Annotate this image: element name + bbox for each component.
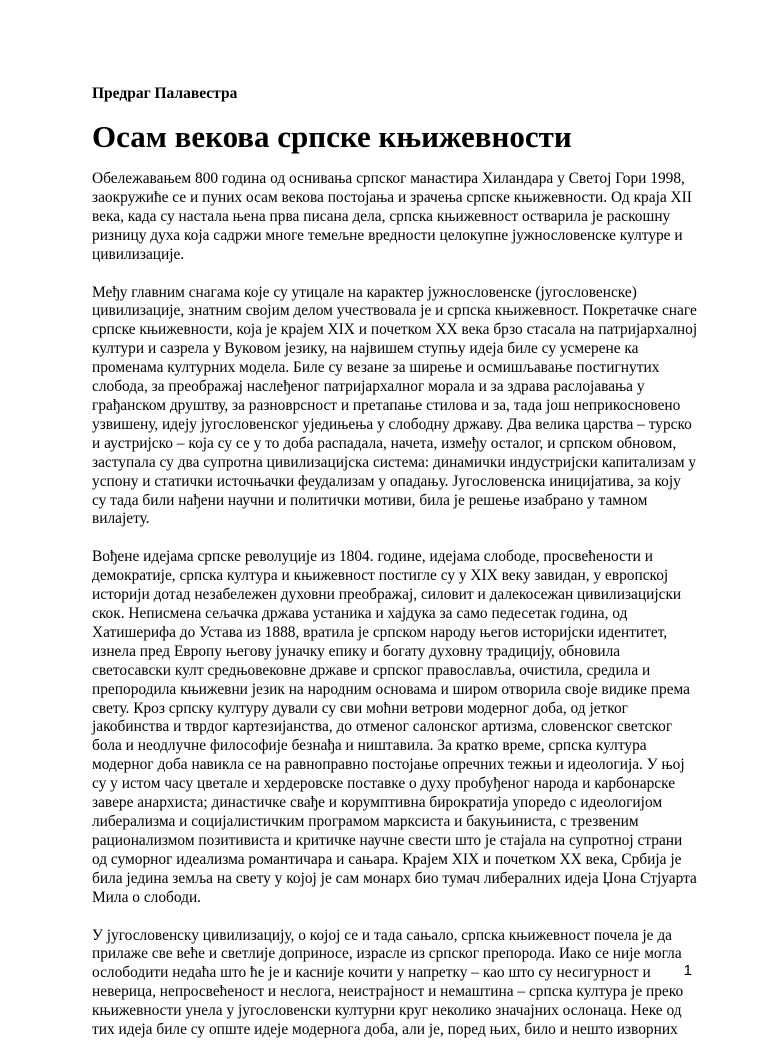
author-name: Предраг Палавестра <box>92 85 238 102</box>
paragraph-1: Обележавањем 800 година од оснивања српског манастира Хиландара у Светој Гори 1998, заокружиће се и пуних осам векова постојања и зрачења српске књижевности. Од краја XII века, када су настала њена прва писана дела, српска књижевност остварила је раскошну ризницу духа која садржи многе темељне вредности целокупне јужнословенске културе и цивилизације. <box>92 170 692 263</box>
document-title: Осам векова српске књижевности <box>92 119 572 154</box>
paragraph-4: У југословенску цивилизацију, о којој се и тада сањало, српска књижевност почела је да прилаже све веће и светлије доприносе, израсле из српског препорода. Иако се није могла ослободити недаћа што ће је и касније кочити у напретку – као што су несигурност и неверица, непросвећеност и неслога, неистрајност и немаштина – српска култура је преко књижевности унела у југословенски културни круг неколико значајних ослонаца. Неке од тих идеја биле су опште идеје модернога доба, али је, поред њих, било и нешто изворних <box>92 926 684 1039</box>
page-number: 1 <box>683 962 692 979</box>
paragraph-2: Међу главним снагама које су утицале на карактер јужнословенске (југословенске) цивилизације, знатним својим делом учествовала је и српска књижевност. Покретачке снаге српске књижевности, која је крајем XIX и почетком XX века брзо стасала на патријархалној култури и сазрела у Вуковом језику, на највишем ступњу идеја биле су усмерене ка променама културних модела. Биле су везане за ширење и осмишљавање постигнутих слобода, за преображај наслеђеног патријархалног морала и за здрава раслојавања у грађанском друштву, за разноврсност и претапање стилова и за, тада још неприкосновено узвишену, идеју југословенског уједињења у слободну државу. Два велика царства – турско и аустријско – која су се у то доба распадала, начета, између осталог, и српском обновом, заступала су два супротна цивилизацијска система: динамички индустријски капитализам у успону и статички источњачки феудализам у опадању. Југословенска иницијатива, за коју су тада били нађени научни и политички мотиви, била је решење изабрано у тамном вилајету. <box>92 283 698 528</box>
paragraph-3: Вођене идејама српске револуције из 1804. године, идејама слободе, просвећености и демократије, српска култура и књижевност постигле су у XIX веку завидан, у европској историји дотад незабележен духовни преображај, силовит и далекосежан цивилизацијски скок. Неписмена сељачка држава устаника и хајдука за само педесетак година, од Хатишерифа до Устава из 1888, вратила је српском народу његов историјски идентитет, изнела пред Европу његову јуначку епику и богату духовну традицију, обновила светосавски култ средњовековне државе и српског православља, очистила, средила и препородила књижевни језик на народним основама и широм отворила своје видике према свету. Кроз српску културу дували су сви моћни ветрови модерног доба, од јетког јакобинства и тврдог картезијанства, до отменог салонског артизма, словенског светског бола и неодлучне философије безнађа и ништавила. За кратко време, српска култура модерног доба навикла се на равноправно постојање опречних тежњи и идеологија. У њој су у истом часу цветале и хердеровске поставке о духу пробуђеног народа и карбонарске завере анархиста; династичке свађе и корумптивна бирократија упоредо с идеологијом либерализма и социјалистичким програмом марксиста и бакуњиниста, с трезвеним рационализмом позитивиста и критичке научне свести што је стајала на супротној страни од суморног идеализма романтичара и сањара. Крајем XIX и почетком XX века, Србија је била једина земља на свету у којој је сам монарх био тумач либералних идеја Џона Стјуарта Мила о слободи. <box>92 548 697 906</box>
document-page <box>92 84 698 1059</box>
